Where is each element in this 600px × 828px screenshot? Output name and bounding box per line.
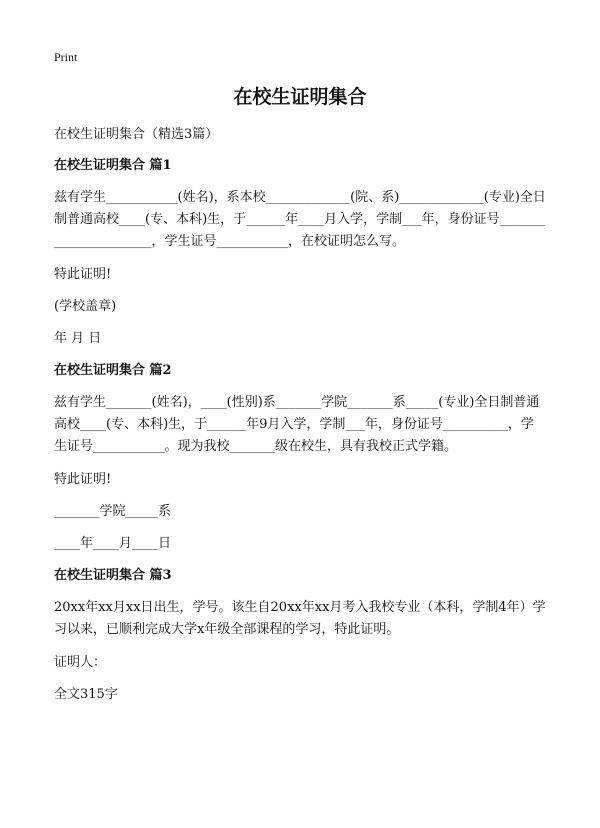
date-line: 年 月 日 (54, 331, 102, 346)
section-3 (54, 565, 546, 674)
section-heading: 在校生证明集合 篇3 (54, 568, 172, 583)
closing-line: 特此证明! (54, 267, 112, 282)
print-link[interactable]: Print (54, 50, 78, 64)
word-count: 全文315字 (54, 687, 118, 702)
section-2 (54, 360, 546, 555)
section-paragraph: 20xx年xx月xx日出生，学号。该生自20xx年xx月考入我校专业（本科，学制4年）学习以来，已顺利完成大学x年级全部课程的学习，特此证明。 (54, 600, 546, 637)
closing-line: 特此证明! (54, 472, 112, 487)
section-1 (54, 155, 546, 350)
date-line: ____年____月____日 (54, 536, 172, 551)
section-paragraph: 兹有学生_______(姓名)，____(性别)系_______学院_______系_____(专业)全日制普通高校____(专、本科)生，于______年9月入学，学制___年，身份证号__________，学生证号___________。现为我校_______级在校生，具有我校正式学籍。 (54, 395, 540, 454)
section-heading: 在校生证明集合 篇2 (54, 363, 172, 378)
document-title: 在校生证明集合 (233, 86, 367, 108)
certifier-line: 证明人： (54, 655, 107, 670)
section-paragraph: 兹有学生___________(姓名)，系本校_____________(院、系)_____________(专业)全日制普通高校____(专、本科)生，于______年____月入学，学制___年，身份证号______________________，学生证号___________，在校证明怎么写。 (54, 190, 546, 249)
section-heading: 在校生证明集合 篇1 (54, 158, 172, 173)
department-line: _______学院_____系 (54, 504, 172, 519)
document-subtitle: 在校生证明集合（精选3篇） (54, 127, 219, 142)
school-seal-line: (学校盖章) (54, 299, 117, 314)
